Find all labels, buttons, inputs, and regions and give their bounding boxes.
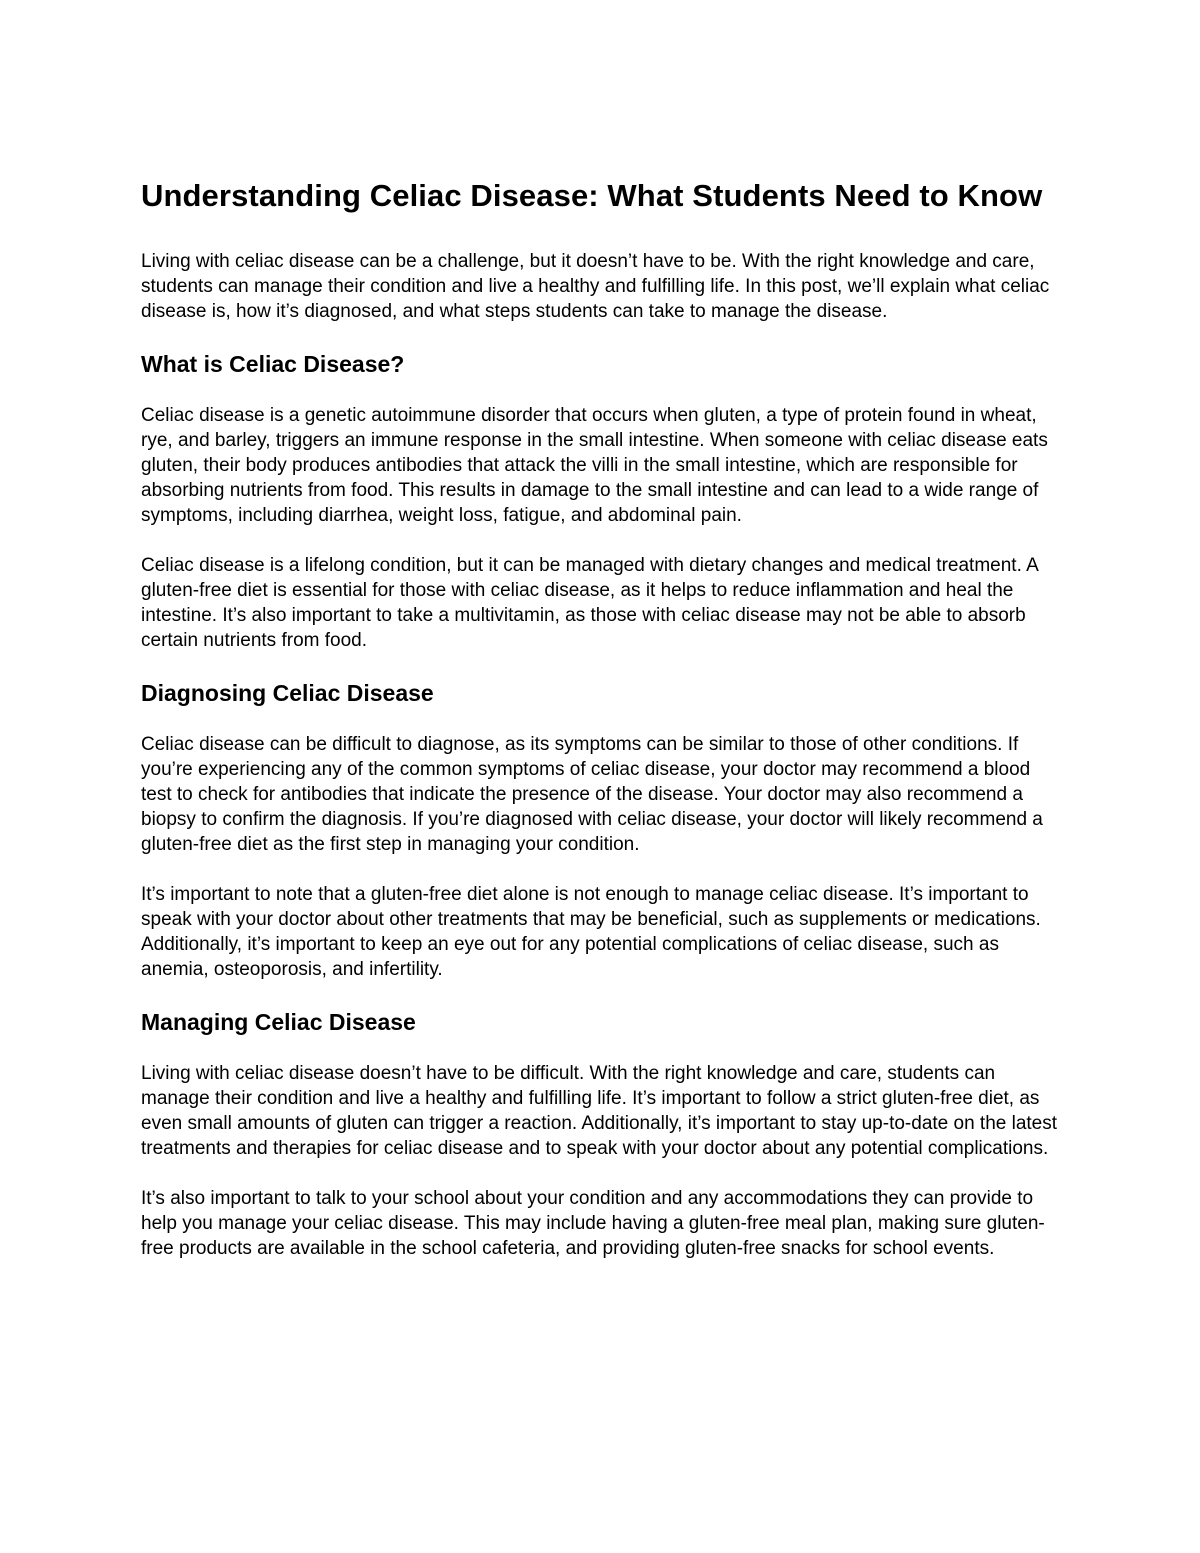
section-paragraph: It’s also important to talk to your school about your condition and any accommodations they can provide to help you manage your celiac disease. This may include having a gluten-free meal plan, making sure gluten-free products are available in the school cafeteria, and providing gluten-free snacks for school events. [141, 1188, 1045, 1259]
document-page [141, 176, 1061, 1286]
section-paragraph: Celiac disease can be difficult to diagnose, as its symptoms can be similar to those of other conditions. If you’re experiencing any of the common symptoms of celiac disease, your doctor may recommend a blood test to check for antibodies that indicate the presence of the disease. Your doctor may also recommend a biopsy to confirm the diagnosis. If you’re diagnosed with celiac disease, your doctor will likely recommend a gluten-free diet as the first step in managing your condition. [141, 734, 1043, 855]
intro-paragraph: Living with celiac disease can be a challenge, but it doesn’t have to be. With the right knowledge and care, students can manage their condition and live a healthy and fulfilling life. In this post, we’ll explain what celiac disease is, how it’s diagnosed, and what steps students can take to manage the disease. [141, 251, 1050, 322]
document-title: Understanding Celiac Disease: What Students Need to Know [141, 178, 1043, 213]
section-paragraph: It’s important to note that a gluten-free diet alone is not enough to manage celiac disease. It’s important to speak with your doctor about other treatments that may be beneficial, such as supplements or medications. Additionally, it’s important to keep an eye out for any potential complications of celiac disease, such as anemia, osteoporosis, and infertility. [141, 884, 1041, 980]
section-paragraph: Celiac disease is a genetic autoimmune disorder that occurs when gluten, a type of protein found in wheat, rye, and barley, triggers an immune response in the small intestine. When someone with celiac disease eats gluten, their body produces antibodies that attack the villi in the small intestine, which are responsible for absorbing nutrients from food. This results in damage to the small intestine and can lead to a wide range of symptoms, including diarrhea, weight loss, fatigue, and abdominal pain. [141, 405, 1048, 526]
section-paragraph: Celiac disease is a lifelong condition, but it can be managed with dietary changes and medical treatment. A gluten-free diet is essential for those with celiac disease, as it helps to reduce inflammation and heal the intestine. It’s also important to take a multivitamin, as those with celiac disease may not be able to absorb certain nutrients from food. [141, 555, 1038, 651]
section-diagnosing [141, 678, 1061, 982]
section-heading: Diagnosing Celiac Disease [141, 680, 434, 706]
section-heading: Managing Celiac Disease [141, 1009, 416, 1035]
section-paragraph: Living with celiac disease doesn’t have to be difficult. With the right knowledge and care, students can manage their condition and live a healthy and fulfilling life. It’s important to follow a strict gluten-free diet, as even small amounts of gluten can trigger a reaction. Additionally, it’s important to stay up-to-date on the latest treatments and therapies for celiac disease and to speak with your doctor about any potential complications. [141, 1063, 1058, 1159]
section-what-is-celiac [141, 349, 1061, 653]
section-heading: What is Celiac Disease? [141, 351, 405, 377]
section-managing [141, 1007, 1061, 1261]
